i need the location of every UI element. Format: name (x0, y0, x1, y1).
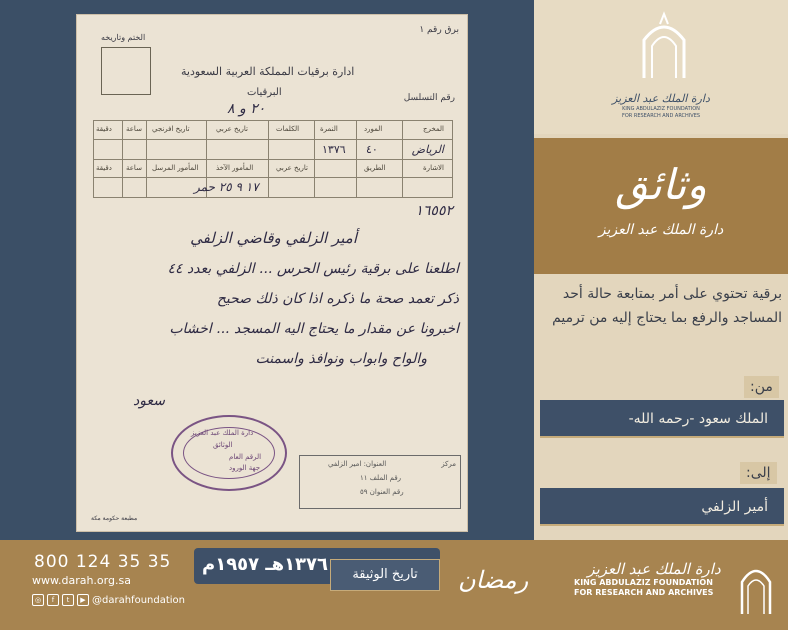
grid-value: ٤٠ (366, 143, 378, 156)
form-number: برق رقم ١ (419, 25, 459, 35)
darah-footer-logo-icon (736, 556, 776, 616)
stamp-text: دارة الملك عبد العزيز (191, 429, 254, 437)
stamp-text: جهة الورود (229, 464, 261, 472)
stamp-text: رقم الملف ١١ (360, 474, 402, 482)
stamp-text: الوثائق (213, 441, 233, 449)
grid-header: الاشارة (423, 164, 444, 172)
brand-logo-en2: FOR RESEARCH AND ARCHIVES (621, 113, 701, 119)
stamp-text: العنوان: امير الزلفي (328, 460, 387, 468)
document-date-value: ١٣٧٦هـ ١٩٥٧م (202, 554, 329, 575)
darah-logo-icon (634, 10, 694, 80)
signature: سعود (133, 393, 165, 409)
to-label: إلى: (740, 462, 777, 484)
telegrams-label: البرقيات (247, 87, 282, 98)
calendar-month: رمضان (458, 566, 529, 594)
social-row (32, 594, 185, 606)
body-line: اخبرونا عن مقدار ما يحتاج اليه المسجد ... اخشاب (169, 321, 459, 337)
grid-header: دقيقة (96, 164, 112, 172)
section-subtitle: دارة الملك عبد العزيز (598, 222, 724, 238)
grid-header: ساعة (126, 125, 142, 133)
stamp-text: الرقم العام (229, 453, 262, 461)
footer-logo-en1: KING ABDULAZIZ FOUNDATION (574, 578, 713, 587)
facebook-icon[interactable]: f (47, 594, 59, 606)
document-description: برقية تحتوي على أمر بمتابعة حالة أحد المساجد والرفع بما يحتاج إليه من ترميم (552, 286, 782, 326)
brand-logo-en1: KING ABDULAZIZ FOUNDATION (622, 106, 700, 112)
footer-logo-text (574, 560, 734, 598)
brand-logo-arabic: دارة الملك عبد العزيز (612, 92, 710, 105)
documents-title-box (534, 138, 788, 274)
grid-header: المأمور المرسل (152, 164, 199, 172)
body-line: والواح وابواب ونوافذ واسمنت (255, 351, 427, 367)
stamp-text: مركز (441, 460, 456, 468)
twitter-icon[interactable]: t (62, 594, 74, 606)
address-stamp (299, 455, 461, 509)
from-label: من: (744, 376, 779, 398)
telegram-document (76, 14, 468, 532)
social-handle[interactable]: @darahfoundation (92, 594, 185, 606)
grid-header: النمرة (320, 125, 338, 133)
grid-header: تاريخ عربي (276, 164, 308, 172)
grid-header: الطريق (364, 164, 386, 172)
grid-header: تاريخ افرنجي (152, 125, 190, 133)
phone-number[interactable]: 800 124 35 35 (34, 552, 172, 572)
body-line: اطلعنا على برقية رئيس الحرس ... الزلفي بعدد ٤٤ (167, 261, 459, 277)
telegram-grid (93, 120, 453, 198)
grid-value: ١٧ ٩ ٢٥ حمر (194, 180, 259, 194)
to-value: أمير الزلفي (540, 488, 784, 526)
grid-value: ١٣٧٦ (322, 143, 346, 156)
brand-logo-area (534, 0, 788, 134)
grid-header: المخرج (422, 125, 444, 133)
stamp-text: رقم العنوان ٥٩ (360, 488, 404, 496)
instagram-icon[interactable]: ◎ (32, 594, 44, 606)
stamp-box (101, 47, 151, 95)
body-line: ذكر تعمد صحة ما ذكره اذا كان ذلك صحيح (216, 291, 459, 307)
stamp-label: الختم وتاريخه (101, 33, 146, 42)
grid-header: دقيقة (96, 125, 112, 133)
website-link[interactable]: www.darah.org.sa (32, 574, 131, 587)
from-value: الملك سعود -رحمه الله- (540, 400, 784, 438)
section-title: وثائق (615, 160, 707, 209)
archive-oval-stamp (171, 415, 287, 491)
grid-header: المورد (364, 125, 383, 133)
grid-header: المأمور الآخذ (216, 164, 254, 172)
grid-value: الرياض (411, 143, 444, 156)
grid-header: تاريخ عربي (216, 125, 248, 133)
reference-number: ١٦٥٥٢ (415, 203, 453, 219)
footer-logo-arabic: دارة الملك عبد العزيز (587, 560, 721, 578)
office-header: ادارة برقيات المملكة العربية السعودية (181, 65, 355, 78)
youtube-icon[interactable]: ▶ (77, 594, 89, 606)
addressee: أمير الزلفي وقاضي الزلفي (190, 229, 357, 247)
serial-value: ٢٠ و ٨ (227, 101, 266, 117)
printer-note: مطبعة حكومة مكة (91, 515, 138, 522)
grid-header: الكلمات (276, 125, 300, 133)
document-date-label: تاريخ الوثيقة (330, 559, 440, 591)
footer-logo-en2: FOR RESEARCH AND ARCHIVES (574, 588, 714, 597)
grid-header: ساعة (126, 164, 142, 172)
serial-label: رقم التسلسل (403, 93, 455, 103)
